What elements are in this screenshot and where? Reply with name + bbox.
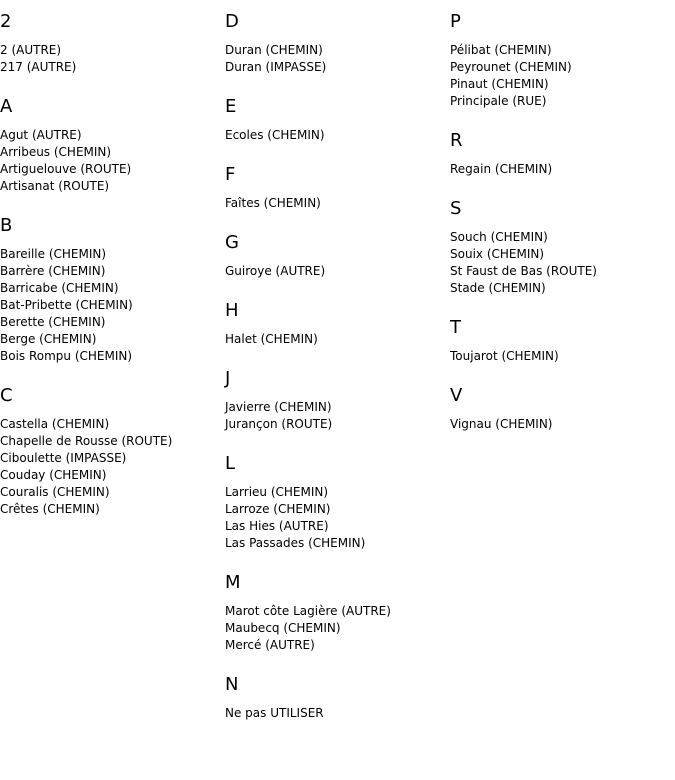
- street-link[interactable]: Peyrounet (CHEMIN): [450, 60, 572, 74]
- street-link[interactable]: Faîtes (CHEMIN): [225, 196, 321, 210]
- street-link[interactable]: Las Hies (AUTRE): [225, 519, 329, 533]
- street-link[interactable]: Toujarot (CHEMIN): [450, 349, 559, 363]
- street-link[interactable]: Bat-Pribette (CHEMIN): [0, 298, 133, 312]
- street-link[interactable]: Bois Rompu (CHEMIN): [0, 349, 133, 363]
- group-spacer: [450, 178, 675, 187]
- index-column: [0, 0, 225, 527]
- street-list: [225, 42, 450, 76]
- letter-group: [450, 385, 675, 442]
- street-link[interactable]: Bareille (CHEMIN): [0, 247, 107, 261]
- letter-heading: N: [225, 674, 239, 695]
- street-link[interactable]: Chapelle de Rousse (ROUTE): [0, 434, 173, 448]
- letter-group: [0, 11, 225, 85]
- letter-heading: D: [225, 11, 239, 32]
- group-spacer: [0, 76, 225, 85]
- street-link[interactable]: Maubecq (CHEMIN): [225, 621, 341, 635]
- group-spacer: [225, 654, 450, 663]
- street-link[interactable]: Regain (CHEMIN): [450, 162, 553, 176]
- group-spacer: [225, 348, 450, 357]
- group-spacer: [450, 433, 675, 442]
- letter-group: [225, 300, 450, 357]
- letter-heading: M: [225, 572, 241, 593]
- letter-heading: F: [225, 164, 236, 185]
- street-link[interactable]: Larroze (CHEMIN): [225, 502, 331, 516]
- street-list: [0, 42, 225, 76]
- street-list: [225, 263, 450, 280]
- street-link[interactable]: Barrère (CHEMIN): [0, 264, 106, 278]
- street-link[interactable]: Berette (CHEMIN): [0, 315, 106, 329]
- letter-heading: S: [450, 198, 462, 219]
- group-spacer: [225, 433, 450, 442]
- letter-group: [225, 232, 450, 289]
- street-list: [450, 229, 675, 297]
- letter-group: [225, 96, 450, 153]
- street-link[interactable]: Pélibat (CHEMIN): [450, 43, 552, 57]
- street-list: [225, 195, 450, 212]
- street-link[interactable]: Couday (CHEMIN): [0, 468, 107, 482]
- letter-group: [450, 198, 675, 306]
- letter-heading: T: [450, 317, 461, 338]
- street-link[interactable]: Berge (CHEMIN): [0, 332, 97, 346]
- street-list: [450, 416, 675, 433]
- letter-group: [450, 317, 675, 374]
- letter-group: [225, 572, 450, 663]
- street-list: [225, 603, 450, 654]
- street-link[interactable]: Larrieu (CHEMIN): [225, 485, 329, 499]
- street-link[interactable]: Barricabe (CHEMIN): [0, 281, 119, 295]
- street-list: [450, 161, 675, 178]
- street-link[interactable]: Duran (CHEMIN): [225, 43, 323, 57]
- letter-group: [0, 385, 225, 527]
- group-spacer: [450, 110, 675, 119]
- letter-heading: R: [450, 130, 463, 151]
- street-list: [225, 331, 450, 348]
- group-spacer: [225, 76, 450, 85]
- group-spacer: [0, 518, 225, 527]
- letter-heading: V: [450, 385, 463, 406]
- street-link[interactable]: Las Passades (CHEMIN): [225, 536, 366, 550]
- letter-group: [225, 453, 450, 561]
- index-column: [450, 0, 675, 442]
- street-list: [225, 484, 450, 552]
- letter-heading: G: [225, 232, 239, 253]
- street-link[interactable]: Mercé (AUTRE): [225, 638, 315, 652]
- street-list: [225, 127, 450, 144]
- street-link[interactable]: Principale (RUE): [450, 94, 547, 108]
- index-column: [225, 0, 450, 731]
- group-spacer: [225, 552, 450, 561]
- street-link[interactable]: 2 (AUTRE): [0, 43, 62, 57]
- street-link[interactable]: Ecoles (CHEMIN): [225, 128, 325, 142]
- street-link[interactable]: Agut (AUTRE): [0, 128, 82, 142]
- group-spacer: [0, 365, 225, 374]
- street-link[interactable]: St Faust de Bas (ROUTE): [450, 264, 597, 278]
- group-spacer: [225, 212, 450, 221]
- street-link[interactable]: Souch (CHEMIN): [450, 230, 548, 244]
- group-spacer: [225, 144, 450, 153]
- letter-group: [225, 368, 450, 442]
- street-link[interactable]: Ne pas UTILISER: [225, 706, 324, 720]
- letter-heading: J: [225, 368, 231, 389]
- street-link[interactable]: Halet (CHEMIN): [225, 332, 318, 346]
- street-list: [0, 416, 225, 518]
- street-link[interactable]: Guiroye (AUTRE): [225, 264, 326, 278]
- street-list: [450, 348, 675, 365]
- letter-group: [450, 130, 675, 187]
- street-link[interactable]: Arribeus (CHEMIN): [0, 145, 112, 159]
- letter-group: [450, 11, 675, 119]
- street-link[interactable]: Pinaut (CHEMIN): [450, 77, 549, 91]
- street-list: [0, 246, 225, 365]
- street-link[interactable]: 217 (AUTRE): [0, 60, 77, 74]
- street-list: [225, 399, 450, 433]
- street-link[interactable]: Stade (CHEMIN): [450, 281, 546, 295]
- street-link[interactable]: Ciboulette (IMPASSE): [0, 451, 127, 465]
- letter-group: [0, 215, 225, 374]
- street-link[interactable]: Duran (IMPASSE): [225, 60, 327, 74]
- letter-heading: C: [0, 385, 13, 406]
- letter-heading: 2: [0, 11, 12, 32]
- letter-heading: A: [0, 96, 13, 117]
- group-spacer: [225, 280, 450, 289]
- letter-group: [225, 164, 450, 221]
- street-link[interactable]: Vignau (CHEMIN): [450, 417, 553, 431]
- letter-heading: B: [0, 215, 13, 236]
- group-spacer: [450, 365, 675, 374]
- group-spacer: [450, 297, 675, 306]
- street-link[interactable]: Souix (CHEMIN): [450, 247, 545, 261]
- street-link[interactable]: Jurançon (ROUTE): [225, 417, 333, 431]
- street-link[interactable]: Javierre (CHEMIN): [225, 400, 332, 414]
- group-spacer: [0, 195, 225, 204]
- street-link[interactable]: Marot côte Lagière (AUTRE): [225, 604, 391, 618]
- letter-heading: E: [225, 96, 237, 117]
- group-spacer: [225, 722, 450, 731]
- letter-heading: L: [225, 453, 236, 474]
- letter-heading: P: [450, 11, 461, 32]
- letter-group: [225, 11, 450, 85]
- street-link[interactable]: Castella (CHEMIN): [0, 417, 110, 431]
- street-link[interactable]: Artiguelouve (ROUTE): [0, 162, 132, 176]
- street-link[interactable]: Crêtes (CHEMIN): [0, 502, 100, 516]
- street-list: [0, 127, 225, 195]
- street-list: [225, 705, 450, 722]
- letter-group: [0, 96, 225, 204]
- street-link[interactable]: Couralis (CHEMIN): [0, 485, 110, 499]
- street-link[interactable]: Artisanat (ROUTE): [0, 179, 110, 193]
- letter-heading: H: [225, 300, 239, 321]
- street-list: [450, 42, 675, 110]
- letter-group: [225, 674, 450, 731]
